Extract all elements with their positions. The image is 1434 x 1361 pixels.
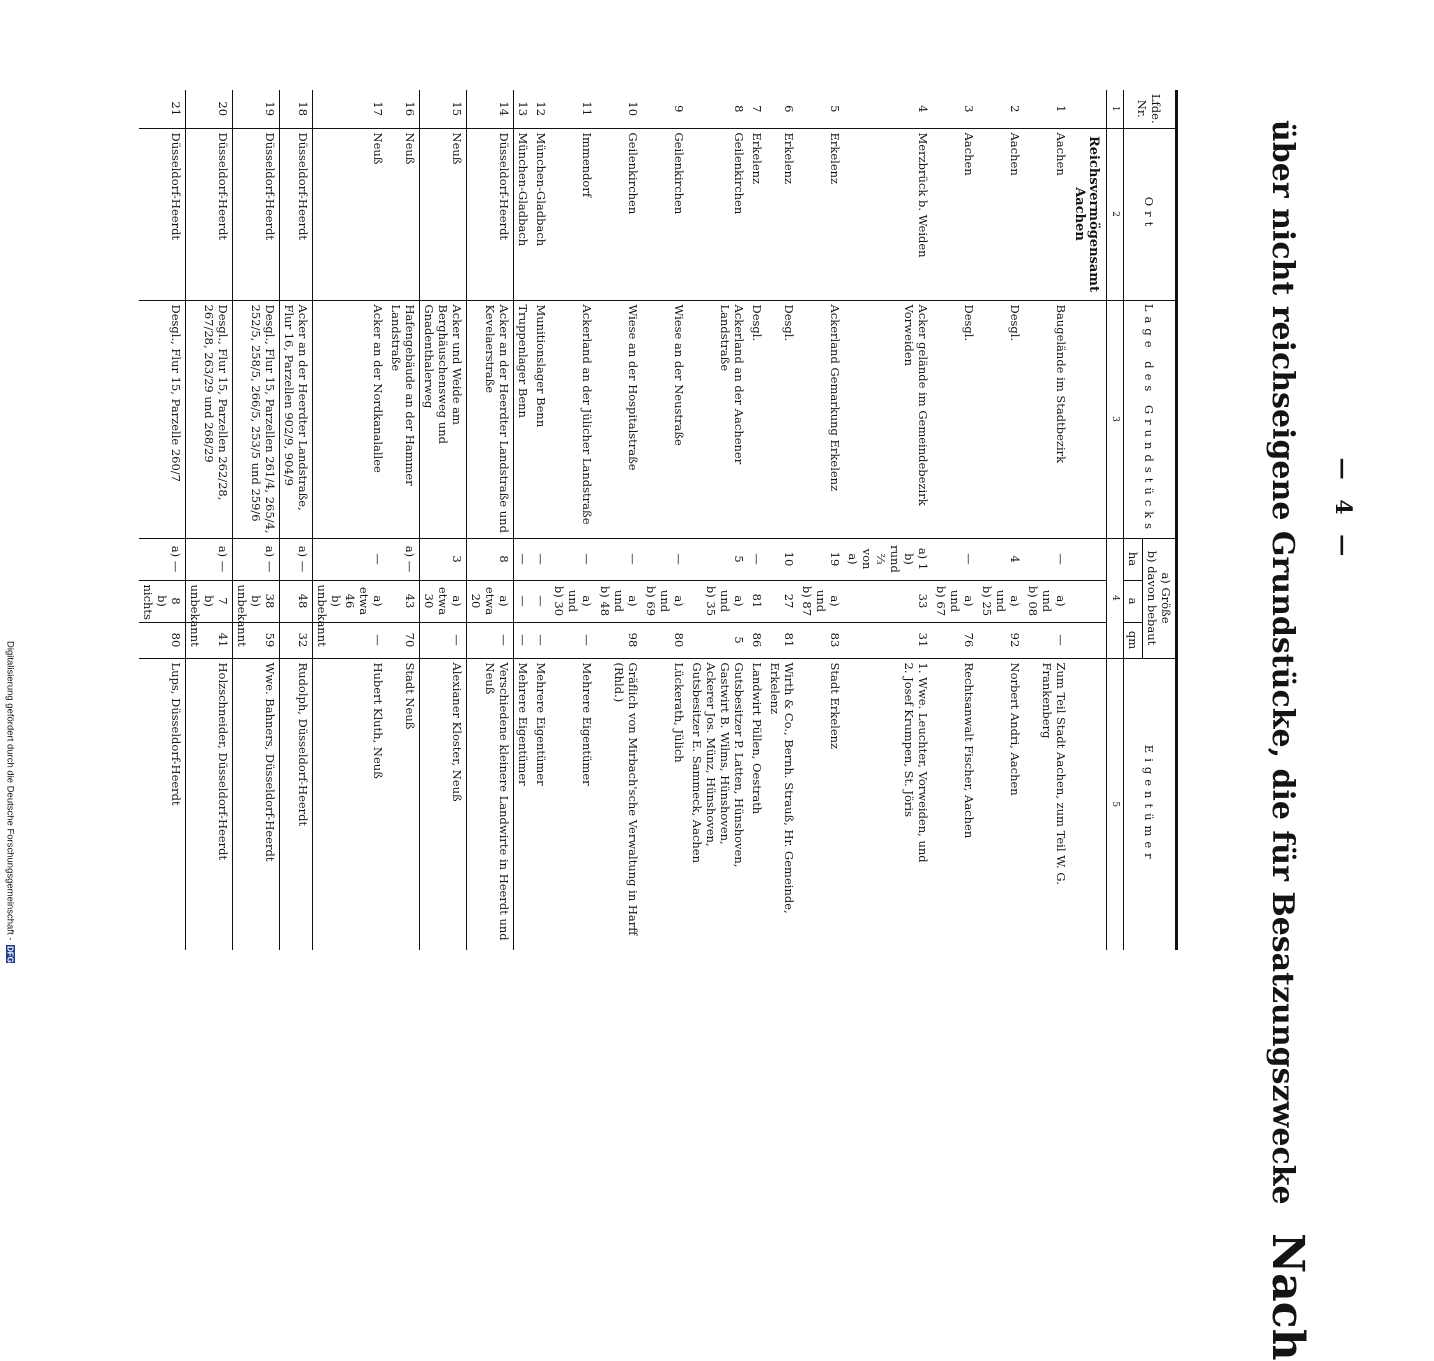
table-row <box>978 90 1024 950</box>
row-qm: 86 <box>748 622 766 658</box>
row-eigentuemer: Gräflich von Mirbach'sche Verwaltung in Harff (Rhld.) <box>596 658 642 950</box>
row-nr: 9 <box>672 105 686 113</box>
row-ha: — <box>514 538 533 580</box>
row-lage: Truppenlager Benn <box>514 300 533 538</box>
row-ha: a) — <box>139 538 186 580</box>
row-ha: 10 <box>766 538 798 580</box>
row-eigentuemer: Rechtsanwalt Fischer, Aachen <box>932 658 978 950</box>
row-nr: 4 <box>916 105 930 113</box>
row-a: — <box>532 580 550 622</box>
row-qm: — <box>420 622 467 658</box>
row-eigentuemer: Alexianer Kloster, Neuß <box>420 658 467 950</box>
row-a: — <box>514 580 533 622</box>
row-ort: Düsseldorf-Heerdt <box>186 128 233 300</box>
table-body <box>139 90 1107 950</box>
row-eigentuemer: Wirth & Co., Bernh. Strauß, Hr. Gemeinde, Erkelenz <box>766 658 798 950</box>
row-lage: Wiese an der Hospitalstraße <box>596 300 642 538</box>
row-a: a) etwa 46 b) unbekannt <box>313 580 388 622</box>
row-ort: Geilenkirchen <box>688 128 748 300</box>
row-a: 7 b) unbekannt <box>186 580 233 622</box>
table-row <box>387 90 420 950</box>
row-lage: Acker an der Heerdter Landstraße, Flur 16, Parzellen 902/9, 904/9 <box>280 300 313 538</box>
row-ort: Düsseldorf-Heerdt <box>467 128 514 300</box>
table-row <box>420 90 467 950</box>
table-row <box>798 90 844 950</box>
row-lage: Desgl., Flur 15, Parzelle 260/7 <box>139 300 186 538</box>
row-lage: Desgl., Flur 15, Parzellen 262/28, 267/28, 263/29 und 268/29 <box>186 300 233 538</box>
row-a: 33 <box>844 580 932 622</box>
row-ha: a) — <box>280 538 313 580</box>
row-nr: 8 <box>732 105 746 113</box>
row-lage: Ackerland an der Aachener Landstraße <box>688 300 748 538</box>
row-ha: a) — <box>233 538 280 580</box>
row-qm: 76 <box>932 622 978 658</box>
row-qm: 5 <box>688 622 748 658</box>
row-lage: Desgl. <box>748 300 766 538</box>
row-eigentuemer: Norbert Andri, Aachen <box>978 658 1024 950</box>
row-lage: Acker gelände im Gemeindebezirk Vorweiden <box>844 300 932 538</box>
table-row <box>748 90 766 950</box>
row-lage: Acker an der Nordkanalallee <box>313 300 388 538</box>
row-a: a) und b) 08 <box>1024 580 1070 622</box>
header-eigentuemer: Eigentümer <box>1124 658 1177 950</box>
table-row <box>1024 90 1070 950</box>
row-a: a) und b) 87 <box>798 580 844 622</box>
row-eigentuemer: Stadt Erkelenz <box>798 658 844 950</box>
col-number: 3 <box>1107 300 1124 538</box>
row-ha: — <box>748 538 766 580</box>
col-number: 2 <box>1107 128 1124 300</box>
table-row <box>688 90 748 950</box>
row-eigentuemer: Zum Teil Stadt Aachen, zum Teil W. G. Frankenberg <box>1024 658 1070 950</box>
row-qm: 80 <box>139 622 186 658</box>
row-nr: 15 <box>420 90 467 128</box>
row-a: a) und b) 35 <box>688 580 748 622</box>
row-lage: Desgl. <box>766 300 798 538</box>
row-ha: 4 <box>978 538 1024 580</box>
row-qm: 81 <box>766 622 798 658</box>
table-row <box>550 90 596 950</box>
row-qm: 31 <box>844 622 932 658</box>
table-row <box>313 90 388 950</box>
row-nr: 5 <box>828 105 842 113</box>
row-ha: — <box>550 538 596 580</box>
row-ort: Düsseldorf-Heerdt <box>280 128 313 300</box>
row-ort: Geilenkirchen <box>642 128 688 300</box>
row-lage: Desgl., Flur 15, Parzellen 261/4, 265/4, 252/5, 258/5, 266/5, 253/5 und 259/6 <box>233 300 280 538</box>
row-nr: 20 <box>186 90 233 128</box>
row-ha: — <box>313 538 388 580</box>
row-ha: — <box>596 538 642 580</box>
row-eigentuemer: 1. Wwe. Leuchter, Vorweiden, und 2. Josef Krumpen, St. Jöris <box>844 658 932 950</box>
table-row <box>766 90 798 950</box>
row-qm: — <box>550 622 596 658</box>
row-a: a) und b) 30 <box>550 580 596 622</box>
page-number: — 4 — <box>1330 457 1356 563</box>
row-qm: 80 <box>642 622 688 658</box>
row-ort: Düsseldorf-Heerdt <box>139 128 186 300</box>
row-ort: Immendorf <box>550 128 596 300</box>
section-title: Reichsvermögensamt Aachen <box>1070 128 1107 300</box>
row-ha: 19 <box>798 538 844 580</box>
row-nr: 2 <box>1008 105 1022 113</box>
row-qm: 41 <box>186 622 233 658</box>
row-eigentuemer: Hubert Kluth, Neuß <box>313 658 388 950</box>
row-a: a) und b) 67 <box>932 580 978 622</box>
row-nr: 18 <box>280 90 313 128</box>
row-eigentuemer: Mehrere Eigentümer <box>550 658 596 950</box>
row-nr: 17 <box>371 101 385 117</box>
row-qm: — <box>514 622 533 658</box>
row-nr: 16 <box>387 90 420 128</box>
table-row <box>642 90 688 950</box>
row-nr: 7 <box>750 105 764 113</box>
row-lage: Desgl. <box>932 300 978 538</box>
row-qm: 92 <box>978 622 1024 658</box>
row-qm: 83 <box>798 622 844 658</box>
row-ort: Neuß <box>420 128 467 300</box>
row-nr: 10 <box>626 101 640 117</box>
table-row <box>844 90 932 950</box>
row-eigentuemer: Rudolph, Düsseldorf-Heerdt <box>280 658 313 950</box>
row-eigentuemer: Mehrere Eigentümer <box>514 658 533 950</box>
row-ort: München-Gladbach <box>514 128 533 300</box>
table-row <box>932 90 978 950</box>
row-nr: 6 <box>782 105 796 113</box>
header-nr: Lfde. Nr. <box>1124 90 1177 128</box>
title-word: Nach <box>1262 1233 1313 1361</box>
row-ha: — <box>532 538 550 580</box>
row-lage: Ackerland Gemarkung Erkelenz <box>798 300 844 538</box>
row-nr: 21 <box>139 90 186 128</box>
row-ort: Neuß <box>387 128 420 300</box>
col-number: 1 <box>1107 90 1124 128</box>
row-nr: 19 <box>233 90 280 128</box>
table-row <box>514 90 533 950</box>
row-ha: a) — <box>387 538 420 580</box>
header-groesse <box>1143 538 1177 658</box>
row-nr: 11 <box>580 101 594 117</box>
header-groesse-b: b) davon bebaut <box>1145 550 1159 646</box>
row-ha: 5 <box>688 538 748 580</box>
row-eigentuemer: Holzschneider, Düsseldorf-Heerdt <box>186 658 233 950</box>
row-lage: Ackerland an der Jülicher Landstraße <box>550 300 596 538</box>
row-qm: — <box>467 622 514 658</box>
row-nr: 12 <box>534 101 548 117</box>
row-eigentuemer: Gutsbesitzer P. Latten, Hünshoven, Gastwirt B. Wilms, Hünshoven, Ackerer Jos. Münz, Hünshoven, Gutsbesitzer E. Sammeck, Aachen <box>688 658 748 950</box>
header-qm: qm <box>1124 622 1143 658</box>
row-a: 8 b) nichts <box>139 580 186 622</box>
row-ort: Erkelenz <box>748 128 766 300</box>
row-ort: Erkelenz <box>766 128 798 300</box>
row-ha: a) 1 b) rund ⅔ von a) <box>844 538 932 580</box>
row-ort: Düsseldorf-Heerdt <box>233 128 280 300</box>
row-ort: Merzbrück b. Weiden <box>844 128 932 300</box>
page-title <box>1262 120 1313 1361</box>
row-nr: 13 <box>516 101 530 117</box>
row-qm: 70 <box>387 622 420 658</box>
row-lage: Wiese an der Neustraße <box>642 300 688 538</box>
row-a: a) und b) 69 <box>642 580 688 622</box>
row-ha: a) — <box>186 538 233 580</box>
row-eigentuemer: Mehrere Eigentümer <box>532 658 550 950</box>
table-row <box>233 90 280 950</box>
row-eigentuemer: Lückerath, Jülich <box>642 658 688 950</box>
row-eigentuemer: Lups, Düsseldorf-Heerdt <box>139 658 186 950</box>
row-a: 81 <box>748 580 766 622</box>
row-ha: — <box>932 538 978 580</box>
row-nr: 3 <box>962 105 976 113</box>
table-row <box>280 90 313 950</box>
table-row <box>186 90 233 950</box>
row-ha: — <box>642 538 688 580</box>
row-eigentuemer: Landwirt Püllen, Oestrath <box>748 658 766 950</box>
col-number: 4 <box>1107 538 1124 658</box>
row-a: a) und b) 25 <box>978 580 1024 622</box>
row-ha: 8 <box>467 538 514 580</box>
title-line: über nicht reichseigene Grundstücke, die für Besatzungszwecke <box>1265 120 1300 1205</box>
row-lage: Acker an der Heerdter Landstraße und Kevelaerstraße <box>467 300 514 538</box>
row-lage: Acker und Weide am Berghäuschensweg und Gnadenthalerweg <box>420 300 467 538</box>
row-ort: Aachen <box>932 128 978 300</box>
row-ort: Neuß <box>313 128 388 300</box>
table-row <box>596 90 642 950</box>
row-eigentuemer: Verschiedene kleinere Landwirte in Heerdt und Neuß <box>467 658 514 950</box>
row-a: a) etwa 20 <box>467 580 514 622</box>
row-a: 48 <box>280 580 313 622</box>
header-ort: Ort <box>1124 128 1177 300</box>
header-a: a <box>1124 580 1143 622</box>
row-a: 27 <box>766 580 798 622</box>
row-a: a) und b) 48 <box>596 580 642 622</box>
row-qm: — <box>1024 622 1070 658</box>
property-table <box>139 90 1178 950</box>
row-qm: 98 <box>596 622 642 658</box>
row-qm: — <box>532 622 550 658</box>
digitization-note-text: Digitalisierung gefördert durch die Deutsche Forschungsgemeinschaft - <box>4 640 16 940</box>
row-a: 38 b) unbekannt <box>233 580 280 622</box>
row-nr: 1 <box>1054 105 1068 113</box>
header-lage: Lage des Grundstücks <box>1124 300 1177 538</box>
col-number: 5 <box>1107 658 1124 950</box>
row-qm: 32 <box>280 622 313 658</box>
table-row <box>532 90 550 950</box>
row-eigentuemer: Stadt Neuß <box>387 658 420 950</box>
header-ha: ha <box>1124 538 1143 580</box>
header-groesse-a: a) Größe <box>1159 572 1173 624</box>
table-row <box>139 90 186 950</box>
row-a: 43 <box>387 580 420 622</box>
row-ort: Erkelenz <box>798 128 844 300</box>
row-ort: Aachen <box>978 128 1024 300</box>
row-ort: Aachen <box>1024 128 1070 300</box>
property-table-wrap <box>139 90 1178 950</box>
row-qm: 59 <box>233 622 280 658</box>
row-lage: Hafengebäude an der Hammer Landstraße <box>387 300 420 538</box>
row-qm: — <box>313 622 388 658</box>
table-row <box>467 90 514 950</box>
row-lage: Desgl. <box>978 300 1024 538</box>
row-lage: Munitionslager Benn <box>532 300 550 538</box>
row-ort: Geilenkirchen <box>596 128 642 300</box>
row-eigentuemer: Wwe. Bahners, Düsseldorf-Heerdt <box>233 658 280 950</box>
row-lage: Baugelände im Stadtbezirk <box>1024 300 1070 538</box>
dfg-logo: DFG <box>5 945 15 963</box>
row-ha: 3 <box>420 538 467 580</box>
row-ort: München-Gladbach <box>532 128 550 300</box>
row-ha: — <box>1024 538 1070 580</box>
row-a: a) etwa 30 <box>420 580 467 622</box>
row-nr: 14 <box>467 90 514 128</box>
